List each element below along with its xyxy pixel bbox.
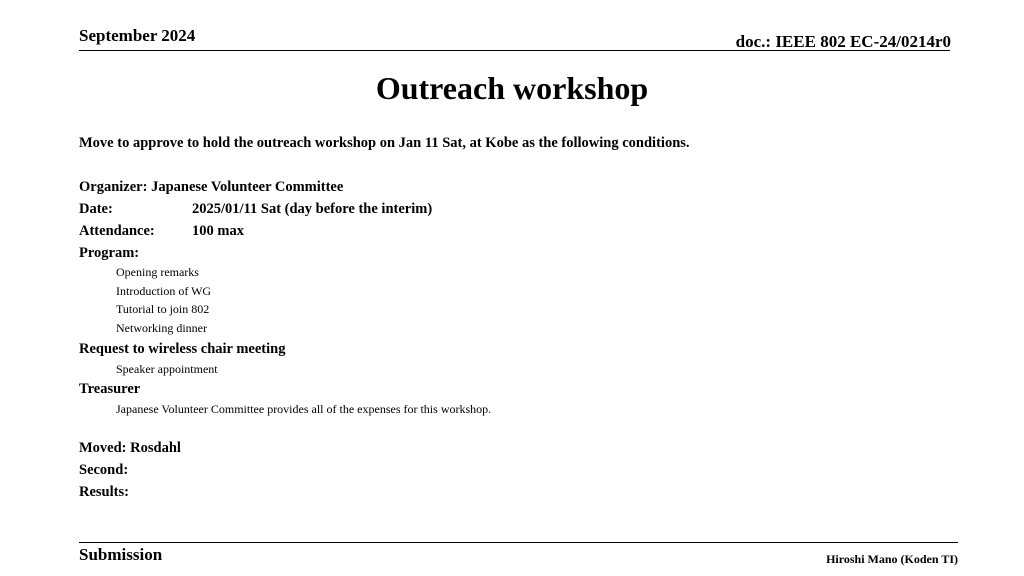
- request-label: Request to wireless chair meeting: [79, 341, 286, 357]
- slide-title: Outreach workshop: [375, 70, 649, 106]
- program-item: Opening remarks: [116, 265, 199, 279]
- header-doc-id: doc.: IEEE 802 EC-24/0214r0: [735, 32, 951, 51]
- program-item: Tutorial to join 802: [116, 302, 210, 316]
- program-item: Networking dinner: [116, 321, 207, 335]
- header-divider: [79, 50, 950, 51]
- attendance-label: Attendance:: [79, 223, 155, 239]
- attendance-value: 100 max: [192, 223, 244, 239]
- second-line: Second:: [79, 462, 129, 478]
- footer-submission: Submission: [79, 545, 163, 564]
- footer-author: Hiroshi Mano (Koden TI): [826, 552, 958, 566]
- date-value: 2025/01/11 Sat (day before the interim): [192, 201, 433, 217]
- program-item: Introduction of WG: [116, 284, 212, 298]
- header-date: September 2024: [79, 26, 196, 45]
- organizer-line: Organizer: Japanese Volunteer Committee: [79, 179, 344, 195]
- date-label: Date:: [79, 201, 113, 217]
- attendance-line: [79, 223, 244, 240]
- results-line: Results:: [79, 484, 129, 500]
- footer-divider: [79, 542, 958, 543]
- moved-line: Moved: Rosdahl: [79, 440, 181, 456]
- date-line: [79, 201, 433, 218]
- treasurer-item: Japanese Volunteer Committee provides all of the expenses for this workshop.: [116, 402, 492, 416]
- motion-text: Move to approve to hold the outreach workshop on Jan 11 Sat, at Kobe as the following conditions.: [79, 135, 690, 151]
- program-label: Program:: [79, 245, 140, 261]
- treasurer-label: Treasurer: [79, 381, 141, 397]
- request-item: Speaker appointment: [116, 362, 218, 376]
